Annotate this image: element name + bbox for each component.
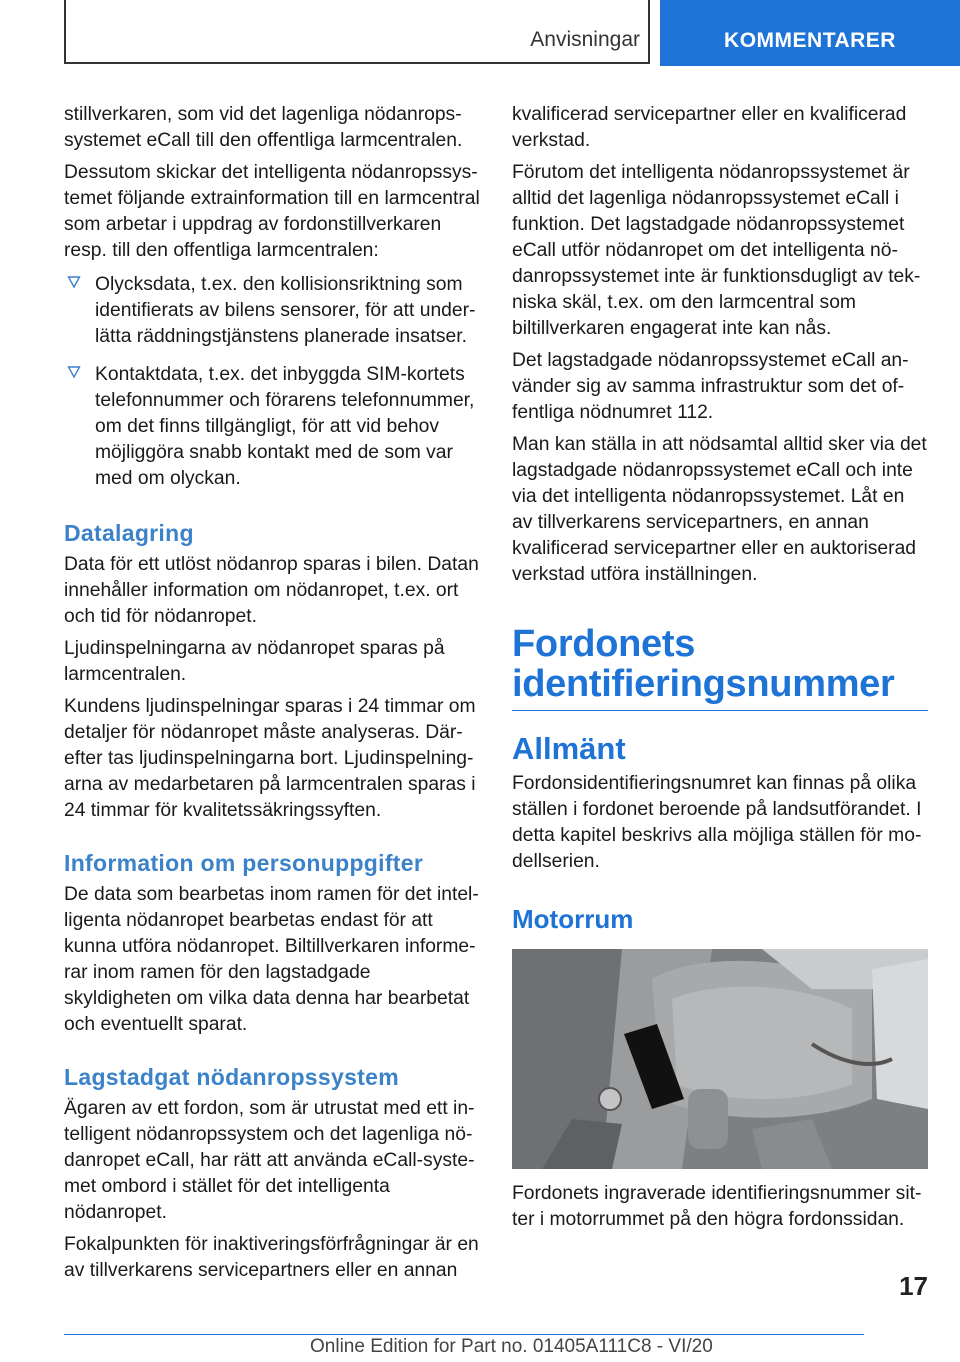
right-column (512, 102, 928, 1239)
paragraph: Fordonsidentifieringsnumret kan finnas på olika ställen i fordonet beroende på landsutförandet. I detta kapitel beskrivs alla möjliga ställen för modellserien. (512, 773, 922, 872)
paragraph: Förutom det intelligenta nödanropssystemet är alltid det lagenliga nödanropssystemet eCall i funktion. Det lagstadgade nödanropssystemet eCall utför nödanropet om det intelligenta nödanropssystemet inte är funktionsdugligt av tekniska skäl, t.ex. om den larmcentral som biltillverkaren engagerat inte kan nås. (512, 162, 921, 339)
paragraph: Fokalpunkten för inaktiveringsförfrågningar är en av tillverkarens servicepartners eller en annan (64, 1234, 479, 1281)
paragraph: Dessutom skickar det intelligenta nödanropssystemet följande extrainformation till en larmcentral som arbetar i uppdrag av fordonstillverkaren resp. till den offentliga larmcentralen: (64, 162, 480, 261)
heading-allmant: Allmänt (512, 731, 626, 766)
header-link-anvisningar[interactable]: Anvisningar (530, 28, 640, 51)
paragraph: Ljudinspelningarna av nödanropet sparas på larmcentralen. (64, 638, 445, 685)
footer-edition-text: Online Edition for Part no. 01405A111C8 - VI/20 (310, 1336, 713, 1357)
heading-fordonets-identifieringsnummer: Fordonets identifieringsnummer (512, 624, 928, 711)
list-item-text: Olycksdata, t.ex. den kollisionsriktning som identifierats av bilens sensorer, för att underlätta räddningstjänstens planerade insatser. (95, 274, 476, 347)
heading-information: Information om personuppgifter (64, 850, 424, 876)
paragraph: Man kan ställa in att nödsamtal alltid sker via det lagstadgade nödanropssystemet eCall och inte via det intelligenta nödanropssystemet. Låt en av tillverkarens servicepartners, en annan kvalificerad servicepartner eller en auktoriserad verkstad utföra inställningen. (512, 434, 927, 585)
list-item (64, 362, 480, 492)
list-item-text: Kontaktdata, t.ex. det inbyggda SIM-kortets telefonnummer och förarens telefonnummer, om det finns tillgängligt, för att vid behov möjliggöra snabb kontakt med de som var med om olyckan. (95, 364, 475, 489)
page-number: 17 (899, 1271, 928, 1301)
paragraph: De data som bearbetas inom ramen för det intelligenta nödanropet bearbetas endast för att kunna utföra nödanropet. Biltillverkaren informerar inom ramen för den lagstadgade skyldigheten om vilka data denna har bearbetat och eventuellt sparat. (64, 884, 479, 1035)
paragraph: kvalificerad servicepartner eller en kvalificerad verkstad. (512, 104, 907, 151)
photo-caption: Fordonets ingraverade identifieringsnummer sitter i motorrummet på den högra fordonssidan. (512, 1183, 922, 1230)
heading-motorrum: Motorrum (512, 904, 634, 934)
engine-bay-photo (512, 949, 928, 1169)
paragraph: Kundens ljudinspelningar sparas i 24 timmar om detaljer för nödanropet måste analyseras. Därefter tas ljudinspelningarna bort. Ljudinspelningarna av medarbetaren på larmcentralen sparas i 24 timmar för kvalitetssäkringssyften. (64, 696, 476, 821)
paragraph: Ägaren av ett fordon, som är utrustat med ett intelligent nödanropssystem och det lagenliga nödanropet eCall, har rätt att använda eCall-systemet ombord i stället för det intelligenta nödanropet. (64, 1098, 475, 1223)
list-item (64, 272, 480, 350)
paragraph: Data för ett utlöst nödanrop sparas i bilen. Datan innehåller information om nödanropet, t.ex. ort och tid för nödanropet. (64, 554, 479, 627)
left-column (64, 102, 480, 1290)
heading-lagstadgat: Lagstadgat nödanropssystem (64, 1064, 399, 1090)
engine-bay-illustration (512, 949, 928, 1169)
paragraph: Det lagstadgade nödanropssystemet eCall använder sig av samma infrastruktur som det offentliga nödnumret 112. (512, 350, 909, 423)
paragraph: stillverkaren, som vid det lagenliga nödanropssystemet eCall till den offentliga larmcentralen. (64, 104, 463, 151)
footer-divider (64, 1334, 864, 1335)
triangle-bullet-icon (67, 275, 81, 289)
bullet-list (64, 272, 480, 492)
header-tab-kommentarer[interactable]: KOMMENTARER (660, 0, 960, 66)
triangle-bullet-icon (67, 365, 81, 379)
heading-datalagring: Datalagring (64, 520, 194, 546)
